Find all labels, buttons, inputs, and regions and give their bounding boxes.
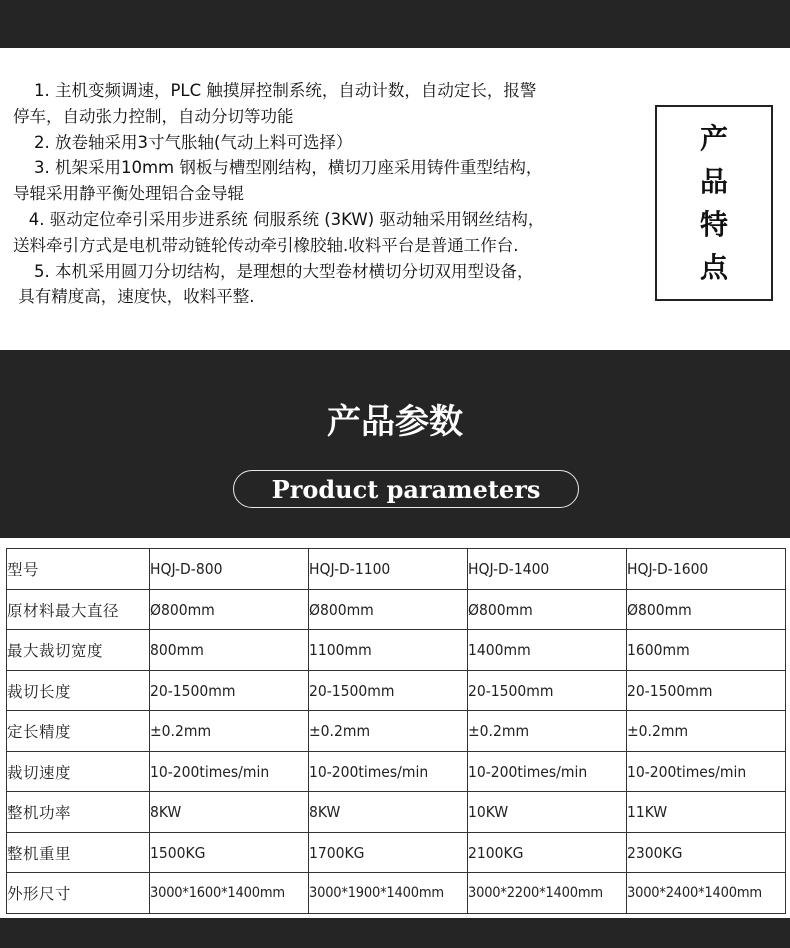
param-value: ±0.2mm: [468, 711, 627, 752]
feature-list: [13, 78, 638, 310]
product-features-label-box: [655, 105, 773, 301]
table-row: [7, 589, 786, 630]
param-value: Ø800mm: [468, 589, 627, 630]
param-value: HQJ-D-1100: [309, 549, 468, 590]
table-row: [7, 670, 786, 711]
params-title: 产品参数: [327, 402, 463, 442]
feature-line: 3. 机架采用10mm 钢板与槽型刚结构，横切刀座采用铸件重型结构，: [13, 158, 543, 178]
param-label: 裁切速度: [7, 751, 150, 792]
param-label: 最大裁切宽度: [7, 630, 150, 671]
params-table: [6, 548, 786, 914]
param-value: 3000*1900*1400mm: [309, 873, 468, 914]
param-value: 800mm: [150, 630, 309, 671]
param-value: ±0.2mm: [627, 711, 786, 752]
param-value: Ø800mm: [309, 589, 468, 630]
param-value: 10-200times/min: [627, 751, 786, 792]
table-row: [7, 549, 786, 590]
feature-line: 送料牵引方式是电机带动链轮传动牵引橡胶轴.收料平台是普通工作台.: [13, 235, 519, 255]
param-value: 2300KG: [627, 832, 786, 873]
param-value: 20-1500mm: [468, 670, 627, 711]
param-value: 8KW: [150, 792, 309, 833]
param-value: 20-1500mm: [627, 670, 786, 711]
table-row: [7, 751, 786, 792]
param-value: 10-200times/min: [309, 751, 468, 792]
param-value: 3000*2200*1400mm: [468, 873, 627, 914]
param-value: 2100KG: [468, 832, 627, 873]
table-row: [7, 792, 786, 833]
feature-line: 4. 驱动定位牵引采用步进系统 伺服系统 (3KW) 驱动轴采用钢丝结构，: [13, 209, 545, 229]
param-value: HQJ-D-1600: [627, 549, 786, 590]
bottom-dark-band: [0, 918, 790, 948]
param-label: 原材料最大直径: [7, 589, 150, 630]
table-row: [7, 711, 786, 752]
param-value: 11KW: [627, 792, 786, 833]
feature-line: 5. 本机采用圆刀分切结构，是理想的大型卷材横切分切双用型设备，: [13, 261, 534, 281]
feature-box-char: 产: [699, 122, 728, 155]
params-subtitle: Product parameters: [271, 474, 541, 504]
param-value: HQJ-D-800: [150, 549, 309, 590]
param-value: 20-1500mm: [150, 670, 309, 711]
param-value: Ø800mm: [627, 589, 786, 630]
param-value: 20-1500mm: [309, 670, 468, 711]
param-label: 外形尺寸: [7, 873, 150, 914]
param-value: 8KW: [309, 792, 468, 833]
feature-box-char: 品: [699, 165, 728, 198]
param-value: 10-200times/min: [468, 751, 627, 792]
param-value: Ø800mm: [150, 589, 309, 630]
feature-line: 具有精度高，速度快，收料平整.: [13, 287, 255, 307]
param-value: 1500KG: [150, 832, 309, 873]
param-value: 10KW: [468, 792, 627, 833]
top-dark-band: [0, 0, 790, 48]
param-value: 1700KG: [309, 832, 468, 873]
param-value: 3000*2400*1400mm: [627, 873, 786, 914]
param-value: HQJ-D-1400: [468, 549, 627, 590]
feature-line: 1. 主机变频调速，PLC 触摸屏控制系统，自动计数，自动定长，报警: [13, 81, 537, 100]
feature-box-char: 特: [699, 208, 728, 241]
param-label: 裁切长度: [7, 670, 150, 711]
param-value: ±0.2mm: [150, 711, 309, 752]
feature-line: 导辊采用静平衡处理铝合金导辊: [13, 184, 244, 204]
param-label: 整机重里: [7, 832, 150, 873]
param-value: 1600mm: [627, 630, 786, 671]
param-value: 10-200times/min: [150, 751, 309, 792]
param-value: ±0.2mm: [309, 711, 468, 752]
table-row: [7, 630, 786, 671]
feature-line: 停车，自动张力控制，自动分切等功能: [13, 106, 294, 126]
param-value: 1400mm: [468, 630, 627, 671]
params-header-band: [0, 350, 790, 538]
param-label: 整机功率: [7, 792, 150, 833]
params-subtitle-pill: [233, 470, 579, 508]
param-label: 定长精度: [7, 711, 150, 752]
feature-box-char: 点: [699, 251, 728, 284]
param-value: 3000*1600*1400mm: [150, 873, 309, 914]
table-row: [7, 832, 786, 873]
param-label: 型号: [7, 549, 150, 590]
param-value: 1100mm: [309, 630, 468, 671]
table-row: [7, 873, 786, 914]
feature-line: 2. 放卷轴采用3寸气胀轴(气动上料可选择）: [13, 132, 353, 152]
